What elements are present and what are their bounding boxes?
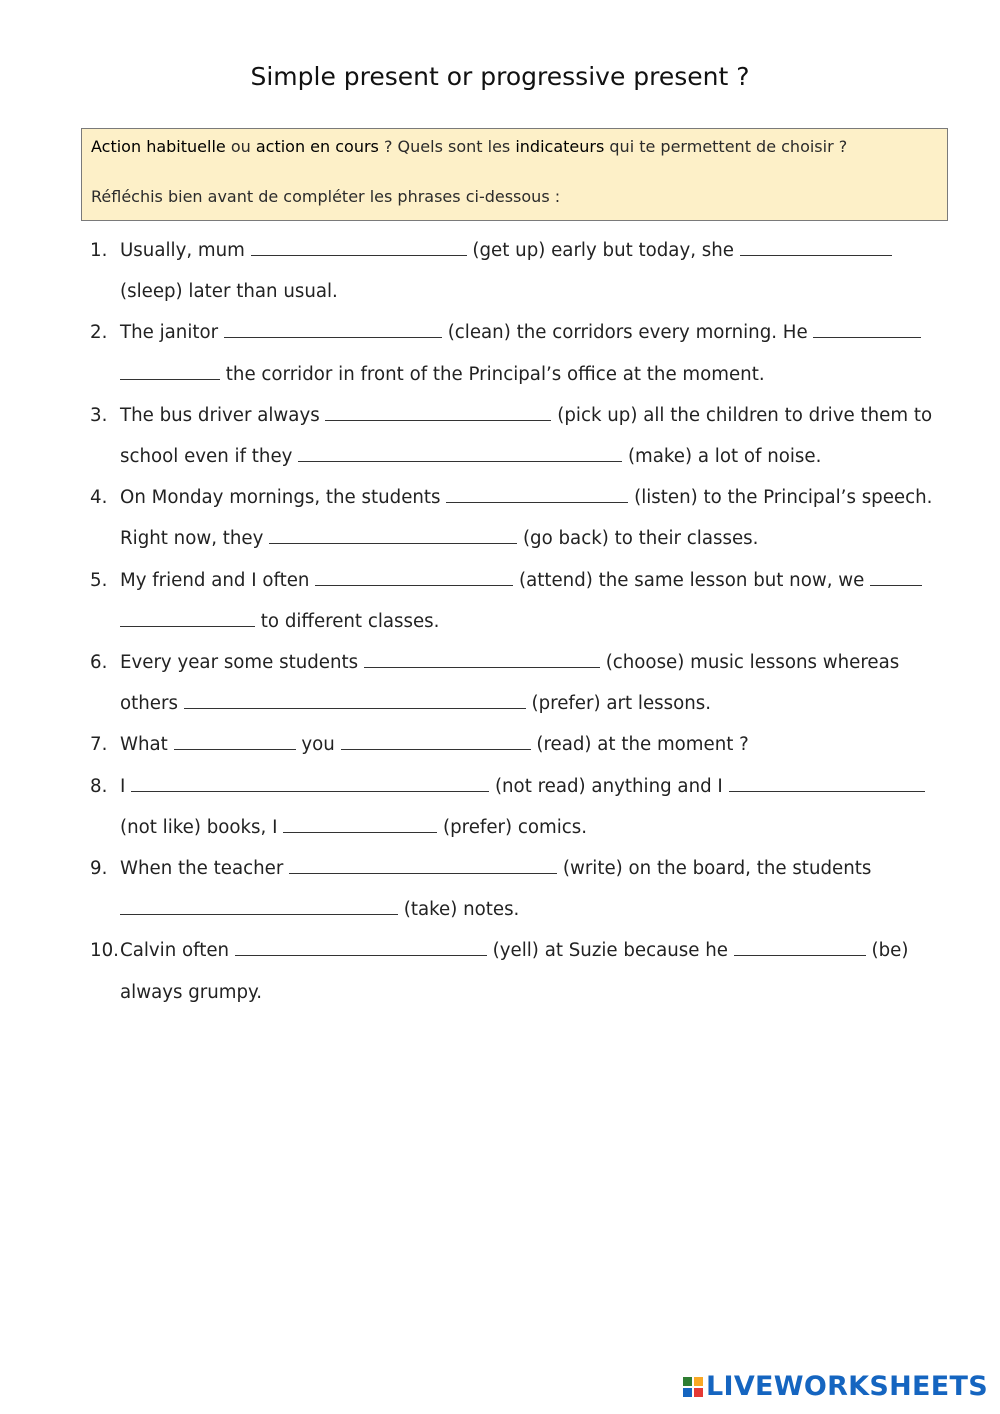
exercise-text: The janitor	[120, 322, 224, 344]
exercise-number: 6.	[90, 652, 108, 674]
exercise-item-7	[90, 724, 950, 765]
exercise-text: (yell) at Suzie because he	[486, 940, 734, 962]
answer-blank[interactable]	[131, 774, 489, 792]
exercise-text: (take) notes.	[398, 899, 520, 921]
answer-blank[interactable]	[813, 320, 921, 338]
exercise-number: 9.	[90, 858, 108, 880]
exercise-item-3	[90, 395, 950, 477]
exercise-text: What	[120, 734, 174, 756]
exercise-number: 1.	[90, 240, 108, 261]
keyword-ongoing-action: action en cours	[255, 137, 379, 156]
logo-square	[694, 1388, 703, 1397]
exercise-text: (not like) books, I	[120, 816, 284, 838]
instructions-box	[81, 128, 948, 221]
exercise-item-6	[90, 642, 950, 724]
exercise-number: 2.	[90, 322, 108, 344]
exercise-list	[90, 230, 950, 1013]
exercise-text: (not read) anything and I	[489, 775, 729, 797]
exercise-text: to different classes.	[255, 610, 440, 632]
answer-blank[interactable]	[315, 568, 513, 586]
logo-square	[683, 1388, 692, 1397]
exercise-number: 7.	[90, 734, 108, 756]
answer-blank[interactable]	[298, 444, 622, 462]
answer-blank[interactable]	[870, 568, 922, 586]
exercise-text: (make) a lot of noise.	[622, 446, 822, 468]
exercise-text: When the teacher	[120, 858, 290, 880]
exercise-text: (get up) early but today, she	[466, 240, 740, 261]
exercise-text: On Monday mornings, the students	[120, 487, 447, 509]
exercise-item-4	[90, 477, 950, 559]
exercise-text: (write) on the board, the students	[557, 858, 872, 880]
answer-blank[interactable]	[729, 774, 925, 792]
answer-blank[interactable]	[120, 897, 398, 915]
exercise-text: you	[295, 734, 341, 756]
answer-blank[interactable]	[446, 485, 628, 503]
exercise-text: (choose) music lessons whereas others	[120, 652, 900, 715]
exercise-text: (read) at the moment ?	[530, 734, 749, 756]
exercise-text: The bus driver always	[120, 404, 326, 426]
exercise-text: My friend and I often	[120, 569, 316, 591]
answer-blank[interactable]	[251, 238, 467, 256]
exercise-text: (pick up) all the children to drive them to school even if they	[120, 404, 933, 468]
worksheet-title: Simple present or progressive present ?	[250, 62, 750, 91]
answer-blank[interactable]	[740, 238, 892, 256]
exercise-text: (prefer) comics.	[437, 816, 588, 838]
logo-squares-icon	[683, 1377, 703, 1397]
instructions-line-1	[91, 135, 938, 159]
exercise-item-9	[90, 848, 950, 930]
exercise-number: 5.	[90, 569, 108, 591]
logo-square	[683, 1377, 692, 1386]
answer-blank[interactable]	[184, 691, 526, 709]
exercise-text: (attend) the same lesson but now, we	[513, 569, 871, 591]
answer-blank[interactable]	[325, 403, 551, 421]
exercise-text: (prefer) art lessons.	[525, 693, 711, 715]
answer-blank[interactable]	[224, 320, 442, 338]
logo-text: LIVEWORKSHEETS	[705, 1371, 988, 1402]
answer-blank[interactable]	[734, 938, 866, 956]
exercise-text: (be) always grumpy.	[120, 940, 909, 1003]
instructions-text: ou	[225, 137, 256, 156]
exercise-number: 8.	[90, 775, 108, 797]
answer-blank[interactable]	[283, 815, 437, 833]
answer-blank[interactable]	[120, 362, 220, 380]
exercise-number: 10.	[90, 940, 119, 962]
exercise-text: (sleep) later than usual.	[120, 281, 338, 303]
exercise-item-8	[90, 766, 950, 848]
keyword-habitual-action: Action habituelle	[91, 137, 226, 156]
logo-square	[694, 1377, 703, 1386]
answer-blank[interactable]	[174, 732, 296, 750]
exercise-text: (listen) to the Principal’s speech. Right now, they	[120, 487, 933, 550]
exercise-text: (clean) the corridors every morning. He	[441, 322, 814, 344]
exercise-item-1	[90, 230, 950, 312]
instructions-text: ? Quels sont les	[378, 137, 516, 156]
instructions-text: qui te permettent de choisir ?	[604, 137, 848, 156]
exercise-item-2	[90, 312, 950, 394]
exercise-text: I	[120, 775, 132, 797]
answer-blank[interactable]	[120, 609, 255, 627]
exercise-text: Usually, mum	[120, 240, 251, 261]
answer-blank[interactable]	[364, 650, 600, 668]
exercise-text: the corridor in front of the Principal’s office at the moment.	[220, 363, 765, 385]
exercise-number: 4.	[90, 487, 108, 509]
exercise-item-10	[90, 930, 950, 1012]
answer-blank[interactable]	[289, 856, 557, 874]
exercise-text: Calvin often	[120, 940, 235, 962]
exercise-text: (go back) to their classes.	[517, 528, 759, 550]
instructions-line-2: Réfléchis bien avant de compléter les phrases ci-dessous :	[91, 187, 561, 206]
keyword-indicators: indicateurs	[515, 137, 605, 156]
answer-blank[interactable]	[269, 526, 517, 544]
answer-blank[interactable]	[235, 938, 487, 956]
exercise-text: Every year some students	[120, 652, 364, 674]
exercise-item-5	[90, 560, 950, 642]
answer-blank[interactable]	[341, 732, 531, 750]
liveworksheets-logo	[683, 1371, 988, 1402]
exercise-number: 3.	[90, 404, 108, 426]
